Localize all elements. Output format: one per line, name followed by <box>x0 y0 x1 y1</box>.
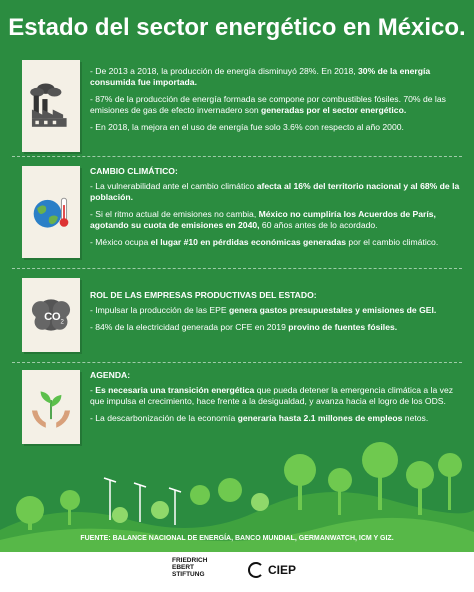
footer <box>0 552 474 592</box>
bullet-text: - <box>90 385 96 395</box>
section3-icon-box <box>22 278 80 352</box>
bullet-text: con respecto al año 2000. <box>302 122 404 132</box>
fes-logo-line: STIFTUNG <box>172 571 205 578</box>
section3-bullet <box>90 305 462 316</box>
section1-bullet <box>90 66 462 88</box>
divider <box>12 156 462 157</box>
section2-bullet <box>90 237 462 248</box>
fes-logo-line: EBERT <box>172 564 195 571</box>
page-title: Estado del sector energético en México. <box>0 0 474 56</box>
section2-bullet <box>90 209 462 231</box>
section4-bullet <box>90 385 462 407</box>
hands-plant-icon <box>25 381 77 433</box>
bullet-text: - 84% de la electricidad generada por CFE en 2019 <box>90 322 289 332</box>
bullet-text: netos. <box>402 413 429 423</box>
section3-content <box>90 290 462 339</box>
section4-icon-box <box>22 370 80 444</box>
section1-content <box>90 66 462 139</box>
bullet-text: México no cumpliría los Acuerdos de París, agotando su cuota de emisiones en 2040, <box>90 209 436 230</box>
svg-text:C: C <box>44 311 53 324</box>
bullet-text: generadas por el sector energético. <box>261 105 407 115</box>
bullet-text: - Si el ritmo actual de emisiones no cambia, <box>90 209 259 219</box>
bullet-text: Es necesaria una transición energética <box>95 385 255 395</box>
bullet-text: - La vulnerabilidad ante el cambio climático <box>90 181 257 191</box>
bullet-text: que pueda detener la emergencia climática a la vez que impulsa el crecimiento, hace frente a la desigualdad, y avanza hacia el logro de los ODS. <box>90 385 454 406</box>
section1-bullet <box>90 94 462 116</box>
co2-cloud-icon <box>25 289 77 341</box>
bullet-text: 30% de la energía consumida fue importada. <box>90 66 431 87</box>
section1-icon-box <box>22 60 80 152</box>
section4-bullet <box>90 413 462 424</box>
globe-thermometer-icon <box>25 186 77 238</box>
bullet-text: - En 2018, <box>90 122 133 132</box>
section2-bullet <box>90 181 462 203</box>
divider <box>12 268 462 269</box>
fes-logo-line: FRIEDRICH <box>172 557 208 564</box>
section1-bullet <box>90 122 462 133</box>
divider <box>12 362 462 363</box>
svg-text:O: O <box>51 311 61 324</box>
bullet-text: por el cambio climático. <box>346 237 439 247</box>
bullet-text: - México ocupa <box>90 237 151 247</box>
svg-text:2: 2 <box>60 319 64 326</box>
bullet-text: - 87% de la producción de energía formada se compone por combustibles fósiles. 70% de las emisiones de gas de efecto invernadero son <box>90 94 446 115</box>
bullet-text: afecta al 16% del territorio nacional y al 68% de la población. <box>90 181 460 202</box>
bullet-text: - De 2013 a 2018, la producción de energía disminuyó 28%. En 2018, <box>90 66 359 76</box>
ciep-logo-text: CIEP <box>268 563 297 577</box>
bullet-text: el lugar #10 en pérdidas económicas generadas <box>150 237 347 247</box>
section2-heading: CAMBIO CLIMÁTICO: <box>90 166 178 176</box>
bullet-text: - La descarbonización de la economía <box>90 413 238 423</box>
ciep-mark-icon <box>248 562 264 578</box>
fes-logo <box>172 557 207 578</box>
section3-bullet <box>90 322 462 333</box>
section2-icon-box <box>22 166 80 258</box>
section2-content <box>90 166 462 254</box>
section4-content <box>90 370 462 430</box>
source-note: FUENTE: BALANCE NACIONAL DE ENERGÍA, BANCO MUNDIAL, GERMANWATCH, ICM Y GIZ. <box>80 535 394 542</box>
section3-heading: ROL DE LAS EMPRESAS PRODUCTIVAS DEL ESTADO: <box>90 290 317 300</box>
section4-heading: AGENDA: <box>90 370 131 380</box>
bullet-text: la mejora en el uso de energía fue solo 3.6% <box>132 122 303 132</box>
forest-landscape <box>0 440 474 560</box>
ciep-logo <box>248 562 296 578</box>
bullet-text: generaría hasta 2.1 millones de empleos <box>237 413 403 423</box>
bullet-text: - Impulsar la producción de las EPE <box>90 305 229 315</box>
bullet-text: provino de fuentes fósiles. <box>288 322 398 332</box>
bullet-text: 60 años antes de lo acordado. <box>259 220 378 230</box>
bullet-text: genera gastos presupuestales y emisiones de GEI. <box>229 305 437 315</box>
factory-icon <box>25 80 77 132</box>
